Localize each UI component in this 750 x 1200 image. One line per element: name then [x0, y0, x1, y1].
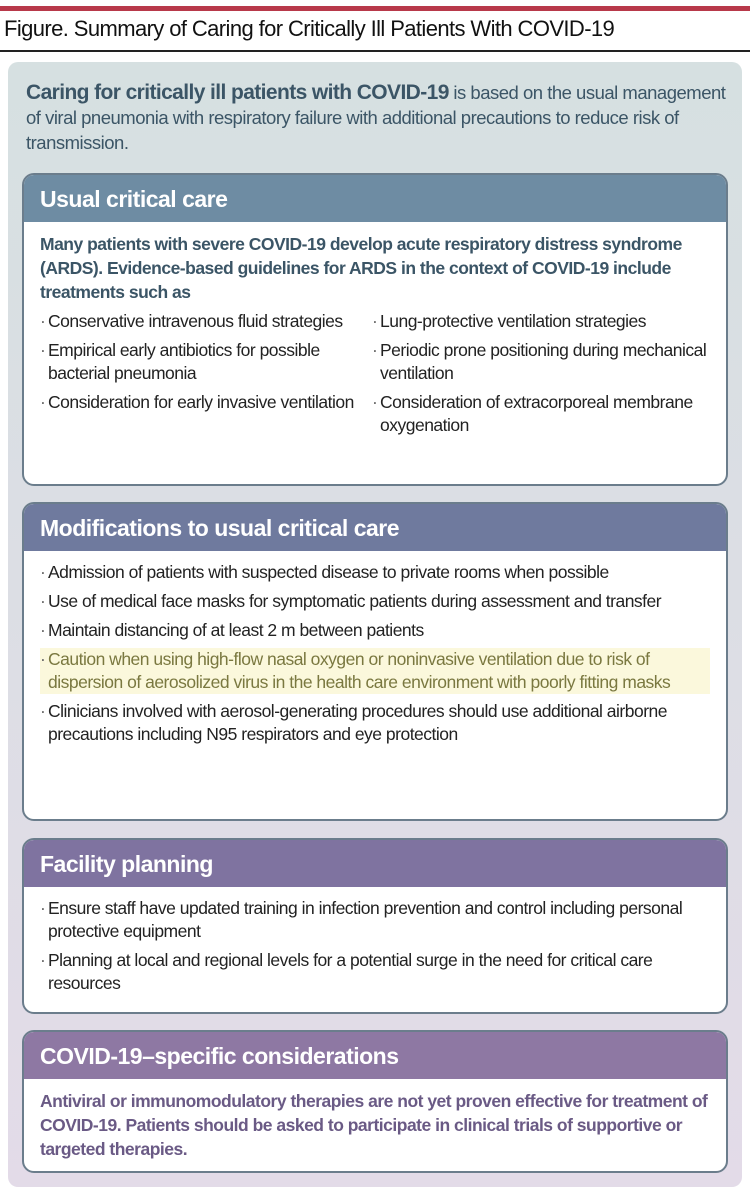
section-header: Usual critical care: [24, 175, 726, 222]
intro-rest: is based on the usual management of viral pneumonia with respiratory failure with additional precautions to reduce risk of transmission.: [26, 82, 726, 153]
list-item: · Consideration for early invasive ventilation: [40, 391, 360, 414]
list-item: · Lung-protective ventilation strategies: [372, 310, 710, 333]
list-item: · Periodic prone positioning during mechanical ventilation: [372, 339, 710, 385]
list-item: · Clinicians involved with aerosol-generating procedures should use additional airborne precautions including N95 respirators and eye protection: [40, 700, 710, 746]
list-item: · Admission of patients with suspected disease to private rooms when possible: [40, 561, 710, 584]
top-rule: [0, 6, 750, 11]
left-list: [40, 310, 360, 443]
section-facility-planning: [22, 838, 728, 1014]
facility-list: [40, 897, 710, 995]
intro-bold: Caring for critically ill patients with COVID-19: [26, 81, 449, 104]
list-item: · Empirical early antibiotics for possible bacterial pneumonia: [40, 339, 360, 385]
list-item: · Planning at local and regional levels for a potential surge in the need for critical care resources: [40, 949, 710, 995]
list-item: · Conservative intravenous fluid strategies: [40, 310, 360, 333]
modifications-list: [40, 561, 710, 746]
intro-text: [26, 80, 726, 155]
section-lead: Antiviral or immunomodulatory therapies are not yet proven effective for treatment of COVID-19. Patients should be asked to participate in clinical trials of supportive or targeted therapies.: [40, 1091, 708, 1159]
section-header: Facility planning: [24, 840, 726, 887]
section-lead: Many patients with severe COVID-19 develop acute respiratory distress syndrome (ARDS). Evidence-based guidelines for ARDS in the context of COVID-19 include treatments such as: [40, 234, 682, 302]
list-item: · Consideration of extracorporeal membrane oxygenation: [372, 391, 710, 437]
list-item: · Ensure staff have updated training in infection prevention and control including personal protective equipment: [40, 897, 710, 943]
list-item: · Use of medical face masks for symptomatic patients during assessment and transfer: [40, 590, 710, 613]
section-covid-specific: [22, 1030, 728, 1173]
section-modifications: [22, 502, 728, 821]
section-header: COVID-19–specific considerations: [24, 1032, 726, 1079]
title-rule: [0, 50, 750, 52]
right-list: [360, 310, 710, 443]
figure-title: Figure. Summary of Caring for Critically Ill Patients With COVID-19: [4, 16, 615, 41]
highlighted-list-item: · Caution when using high-flow nasal oxygen or noninvasive ventilation due to risk of dispersion of aerosolized virus in the health care environment with poorly fitting masks: [40, 648, 710, 694]
section-header: Modifications to usual critical care: [24, 504, 726, 551]
section-usual-care: [22, 173, 728, 486]
list-item: · Maintain distancing of at least 2 m between patients: [40, 619, 710, 642]
